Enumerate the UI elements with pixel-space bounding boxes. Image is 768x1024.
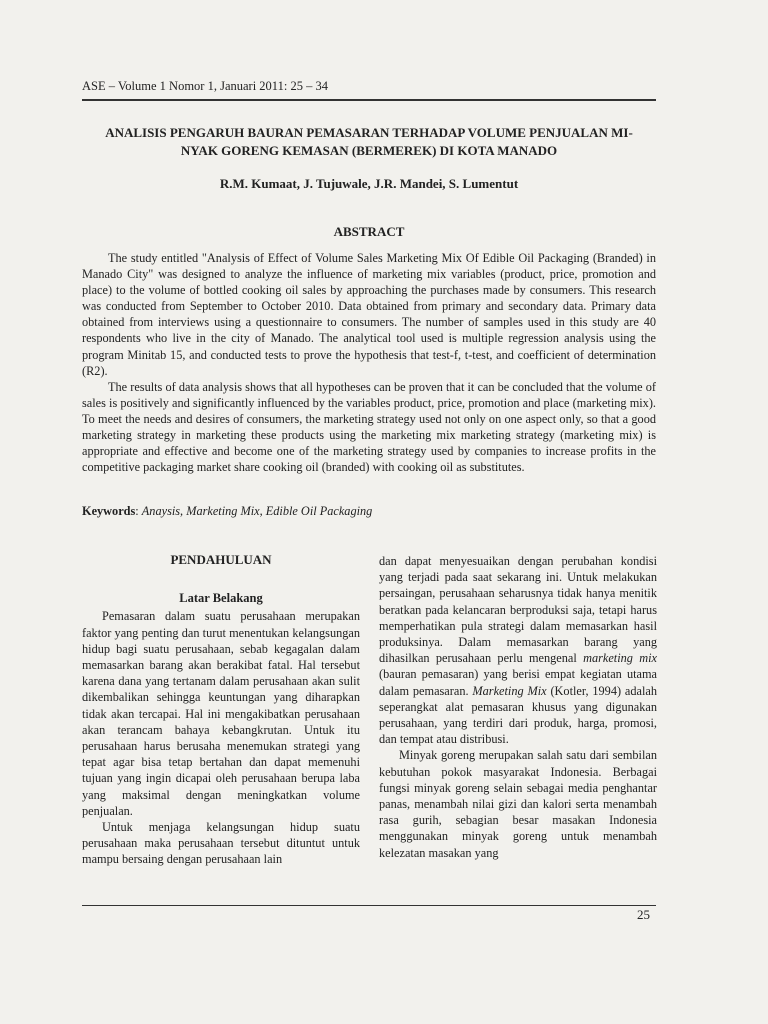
subsection-heading: Latar Belakang <box>179 591 263 606</box>
right-p1-text-c: (Kotler, 1994) adalah seperangkat alat pemasaran khusus yang digunakan perusahaan, yang terdiri dari produk, harga, promosi, dan tempat atau distribusi. <box>379 683 658 747</box>
keywords-label: Keywords <box>82 504 136 518</box>
section-heading: PENDAHULUAN <box>170 552 272 567</box>
right-p1-emphasis-1: marketing mix <box>583 651 657 666</box>
paper-title <box>82 124 656 160</box>
abstract-paragraph-2: The results of data analysis shows that all hypotheses can be proven that it can be concluded that the volume of sales is positively and significantly influenced by the variables product, price, promotion and place (marketing mix). To meet the needs and desires of consumers, the marketing strategy used not only on one aspect only, so that a good marketing strategy in marketing these products using the marketing mix marketing strategy (marketing mix) is appropriate and effective and become one of the marketing strategy used by companies to increase profits in the competitive packaging market share cooking oil (branded) with cooking oil as substitutes. <box>82 379 656 475</box>
right-paragraph-2: Minyak goreng merupakan salah satu dari sembilan kebutuhan pokok masyarakat Indonesia. Berbagai fungsi minyak goreng selain sebagai media penghantar panas, menambah nilai gizi dan kalori serta menambah rasa gurih, sebagian besar masakan Indonesia menggunakan minyak goreng untuk menambah kelezatan masakan yang <box>379 748 657 860</box>
page-number: 25 <box>637 907 650 922</box>
title-line-2: NYAK GORENG KEMASAN (BERMEREK) DI KOTA MANADO <box>180 143 558 158</box>
keywords: Keywords: Anaysis, Marketing Mix, Edible Oil Packaging <box>82 504 373 518</box>
left-paragraph-1: Pemasaran dalam suatu perusahaan merupakan faktor yang penting dan turut menentukan kelangsungan hidup bagi suatu perusahaan, sebab kegagalan dalam memasarkan barang akan berakibat fatal. Hal tersebut karena dana yang tertanam dalam perusahaan akan sulit dikembalikan sehingga keuntungan yang diharapkan tidak akan tercapai. Hal ini mengakibatkan perusahaan akan terancam bahaya kebangkrutan. Untuk itu perusahaan harus berusaha menemukan strategi yang tepat agar bisa tetap bertahan dan dapat memenuhi tujuan yang ingin dicapai oleh perusahaan berupa laba yang maksimal dengan meningkatkan volume penjualan. <box>82 609 360 818</box>
right-paragraph-1 <box>379 553 657 747</box>
running-head: ASE – Volume 1 Nomor 1, Januari 2011: 25 – 34 <box>82 79 328 93</box>
abstract-paragraph-1: The study entitled "Analysis of Effect of Volume Sales Marketing Mix Of Edible Oil Packaging (Branded) in Manado City" was designed to analyze the influence of marketing mix variables (product, price, promotion and place) to the volume of bottled cooking oil sales by approaching the purchases made by consumers. This research was conducted from September to October 2010. Data obtained from primary and secondary data. Primary data obtained from interviews using a questionnaire to consumers. The number of samples used in this study are 40 respondents who live in the city of Manado. The analytical tool used is multiple regression analysis using the program Minitab 15, and conducted tests to prove the hypothesis that test-f, t-test, and coefficient of determination (R2). <box>82 251 656 378</box>
left-column <box>82 552 360 868</box>
abstract-heading: ABSTRACT <box>333 224 405 239</box>
keywords-values: Anaysis, Marketing Mix, Edible Oil Packaging <box>141 504 373 518</box>
right-column <box>379 553 657 861</box>
right-p1-text-b: (bauran pemasaran) yang berisi empat kegiatan utama dalam pemasaran. <box>379 667 657 698</box>
abstract-body <box>82 250 656 475</box>
header-rule <box>82 99 656 101</box>
authors: R.M. Kumaat, J. Tujuwale, J.R. Mandei, S. Lumentut <box>219 176 519 191</box>
footer-rule <box>82 905 656 906</box>
right-p1-emphasis-2: Marketing Mix <box>472 683 547 698</box>
left-paragraph-2: Untuk menjaga kelangsungan hidup suatu perusahaan maka perusahaan tersebut dituntut untuk mampu bersaing dengan perusahaan lain <box>82 820 360 867</box>
right-p1-text-a: dan dapat menyesuaikan dengan perubahan kondisi yang terjadi pada saat sekarang ini. Untuk melakukan persaingan, perusahaan seharusnya tidak hanya menitik beratkan pada kelancaran berproduksi saja, tetapi harus memperhatikan pula strategi dalam memasarkan hasil produksinya. Dalam memasarkan barang yang dihasilkan perusahaan perlu mengenal <box>379 554 657 666</box>
title-line-1: ANALISIS PENGARUH BAURAN PEMASARAN TERHADAP VOLUME PENJUALAN MI- <box>105 125 633 140</box>
